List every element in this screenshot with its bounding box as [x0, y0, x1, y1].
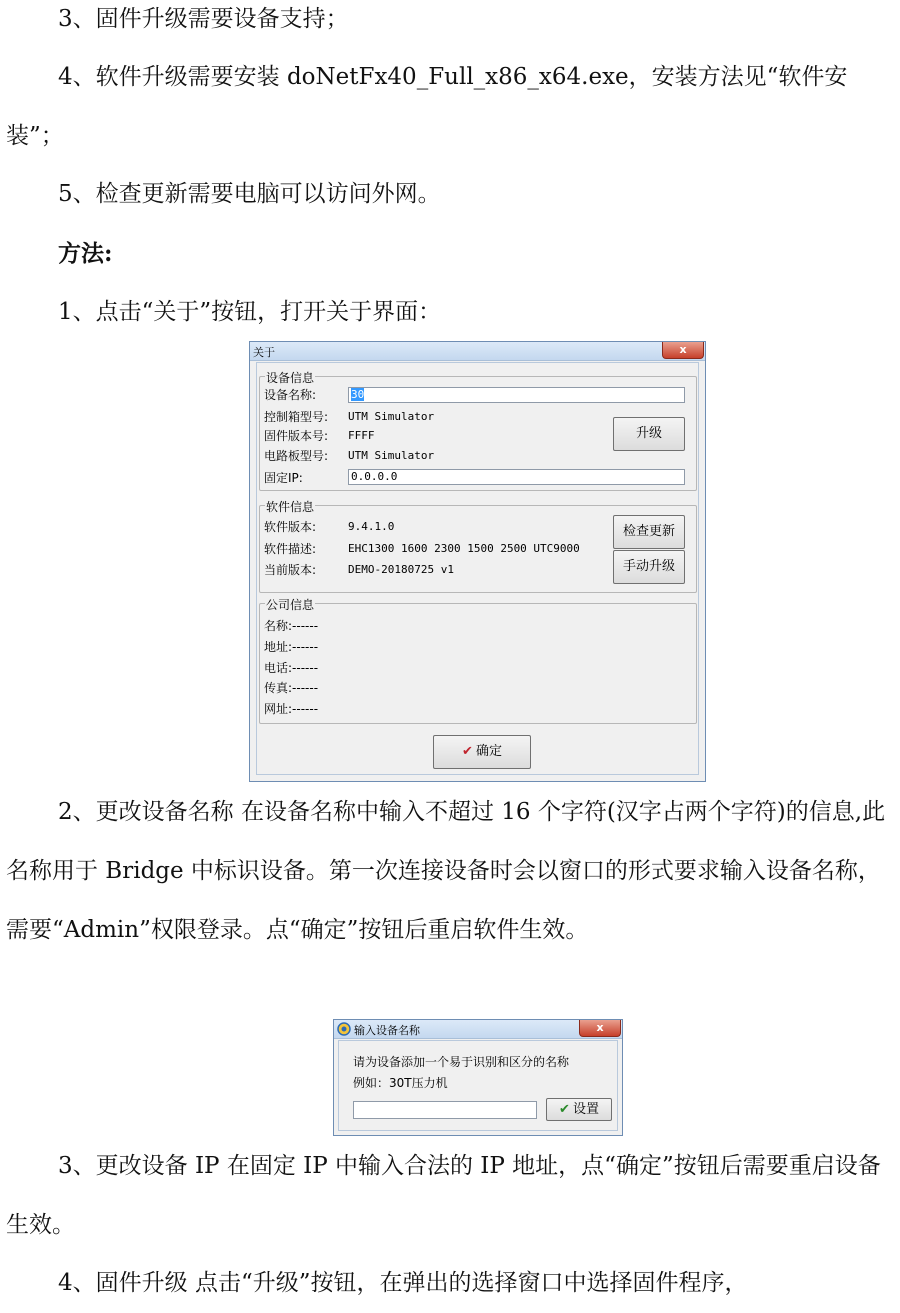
name-dialog-prompt: 请为设备添加一个易于识别和区分的名称 — [353, 1055, 570, 1069]
ok-button[interactable] — [433, 735, 531, 769]
check-update-button[interactable]: 检查更新 — [613, 515, 685, 549]
paragraph-step1: 1、点击“关于”按钮，打开关于界面： — [58, 299, 442, 325]
ok-button-label: 确定 — [475, 744, 502, 759]
company-website: 网址:------ — [264, 702, 319, 716]
software-info-group — [259, 500, 697, 593]
close-icon[interactable]: x — [579, 1020, 621, 1037]
board-model-label: 电路板型号: — [264, 449, 329, 463]
about-titlebar — [250, 342, 705, 361]
name-dialog-client — [338, 1040, 618, 1131]
paragraph-step3-ip: 3、更改设备 IP 在固定 IP 中输入合法的 IP 地址，点“确定”按钮后需要重启设备生效。 — [6, 1153, 881, 1238]
software-description-value: EHC1300 1600 2300 1500 2500 UTC9000 — [348, 542, 580, 555]
device-name-label: 设备名称: — [264, 388, 317, 402]
paragraph-check-update: 5、检查更新需要电脑可以访问外网。 — [58, 181, 441, 207]
paragraph-step2-rename: 2、更改设备名称 在设备名称中输入不超过 16 个字符(汉字占两个字符)的信息,此名称用于 Bridge 中标识设备。第一次连接设备时会以窗口的形式要求输入设备名称，需要“Admin”权限登录。点“确定”按钮后重启软件生效。 — [6, 799, 886, 943]
set-button-label: 设置 — [572, 1102, 599, 1117]
section-heading-method: 方法: — [58, 240, 113, 267]
company-fax: 传真:------ — [264, 681, 319, 695]
paragraph-software-upgrade: 4、软件升级需要安装 doNetFx40_Full_x86_x64.exe，安装方法见“软件安装”； — [6, 64, 848, 149]
app-logo-icon — [337, 1022, 351, 1036]
close-icon[interactable]: x — [662, 342, 704, 359]
fixed-ip-label: 固定IP: — [264, 471, 303, 485]
paragraph-step4-firmware: 4、固件升级 点击“升级”按钮，在弹出的选择窗口中选择固件程序， — [58, 1270, 748, 1296]
device-info-group — [259, 371, 697, 491]
current-version-label: 当前版本: — [264, 563, 317, 577]
software-description-label: 软件描述: — [264, 542, 317, 556]
software-version-label: 软件版本: — [264, 520, 317, 534]
check-icon: ✔ — [559, 1102, 570, 1117]
box-model-label: 控制箱型号: — [264, 410, 329, 424]
firmware-version-label: 固件版本号: — [264, 429, 329, 443]
software-info-group-label: 软件信息 — [266, 500, 315, 514]
check-icon: ✔ — [462, 744, 473, 759]
firmware-version-value: FFFF — [348, 429, 375, 442]
upgrade-button[interactable]: 升级 — [613, 417, 685, 451]
about-client-area — [256, 362, 699, 775]
device-info-group-label: 设备信息 — [266, 371, 315, 385]
paragraph-firmware-support: 3、固件升级需要设备支持； — [58, 6, 349, 32]
manual-upgrade-button[interactable]: 手动升级 — [613, 550, 685, 584]
device-name-dialog — [333, 1019, 623, 1136]
software-version-value: 9.4.1.0 — [348, 520, 395, 533]
box-model-value: UTM Simulator — [348, 410, 435, 423]
current-version-value: DEMO-20180725 v1 — [348, 563, 454, 576]
company-name: 名称:------ — [264, 619, 319, 633]
name-dialog-title: 输入设备名称 — [354, 1024, 420, 1037]
company-info-group-label: 公司信息 — [266, 598, 315, 612]
device-name-field[interactable] — [353, 1101, 537, 1119]
company-address: 地址:------ — [264, 640, 319, 654]
about-dialog-title: 关于 — [253, 346, 275, 359]
about-dialog — [249, 341, 706, 782]
company-phone: 电话:------ — [264, 661, 319, 675]
company-info-group — [259, 598, 697, 724]
board-model-value: UTM Simulator — [348, 449, 435, 462]
fixed-ip-input[interactable]: 0.0.0.0 — [348, 469, 685, 485]
name-dialog-example: 例如：30T压力机 — [353, 1076, 448, 1090]
name-dialog-titlebar — [334, 1020, 622, 1039]
device-name-input[interactable]: 30 — [348, 387, 685, 403]
set-button[interactable] — [546, 1098, 612, 1121]
